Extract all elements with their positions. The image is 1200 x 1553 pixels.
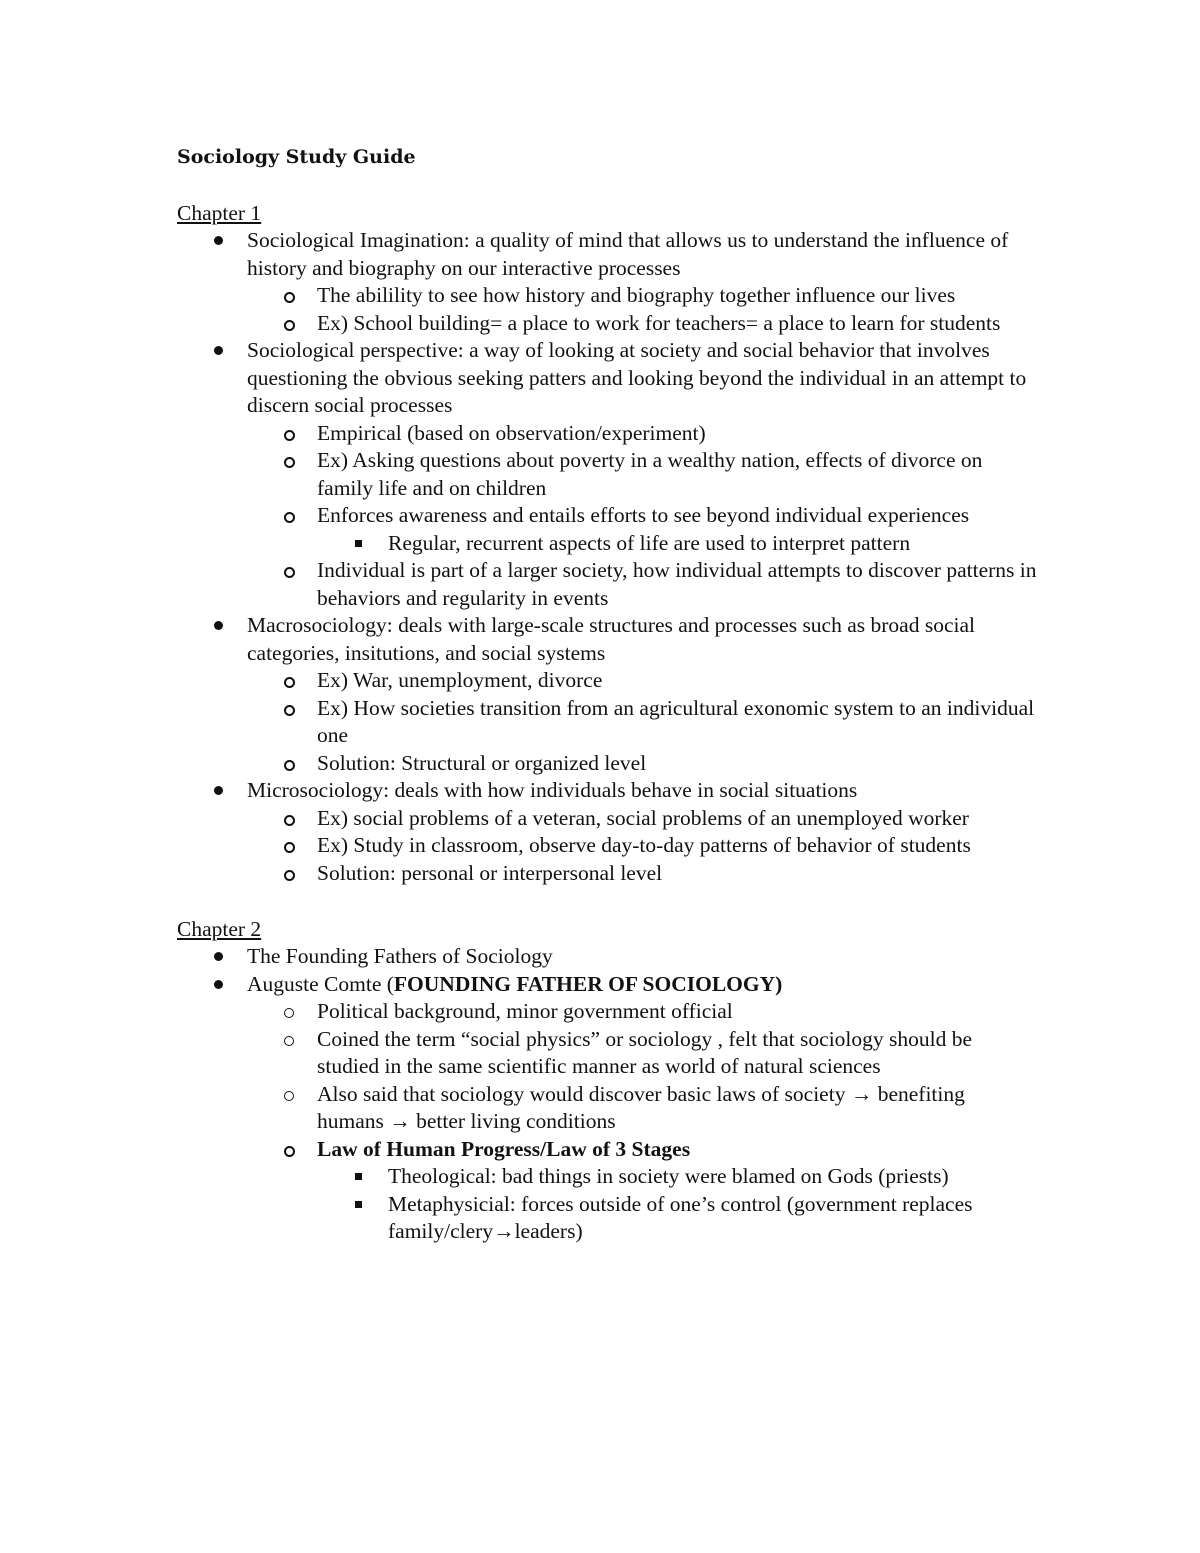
bullet-disc-icon [214, 346, 223, 355]
list-item: The Founding Fathers of Sociology [247, 943, 1037, 971]
list-item: Ex) Asking questions about poverty in a wealthy nation, effects of divorce on family life and on children [317, 447, 1037, 502]
bullet-circle-icon [284, 320, 295, 331]
list-item: Metaphysicial: forces outside of one’s control (government replaces family/clery→leaders) [388, 1191, 1037, 1246]
arrow-right-icon: → [493, 1219, 515, 1243]
bullet-circle-icon [284, 457, 295, 468]
list-item: Political background, minor government official [317, 998, 1037, 1026]
list-item: Law of Human Progress/Law of 3 Stages [317, 1136, 1037, 1164]
bullet-circle-icon [284, 292, 295, 303]
list-item: Ex) Study in classroom, observe day-to-day patterns of behavior of students [317, 832, 1037, 860]
bullet-square-icon [355, 1173, 362, 1180]
list-item: Theological: bad things in society were blamed on Gods (priests) [388, 1163, 1037, 1191]
list-item: Individual is part of a larger society, how individual attempts to discover patterns in behaviors and regularity in events [317, 557, 1037, 612]
document-page [177, 143, 1037, 1246]
list-item: Solution: personal or interpersonal level [317, 860, 1037, 888]
arrow-right-icon: → [389, 1109, 411, 1133]
bullet-circle-icon [284, 760, 295, 771]
bullet-disc-icon [214, 621, 223, 630]
bullet-circle-icon [284, 1146, 295, 1157]
bullet-disc-icon [214, 952, 223, 961]
list-item: Auguste Comte (FOUNDING FATHER OF SOCIOLOGY) [247, 971, 1037, 999]
chapter-2-heading: Chapter 2 [177, 917, 262, 941]
list-item: Solution: Structural or organized level [317, 750, 1037, 778]
list-item: Ex) social problems of a veteran, social problems of an unemployed worker [317, 805, 1037, 833]
bullet-disc-icon [214, 786, 223, 795]
bullet-circle-icon [284, 705, 295, 716]
bullet-circle-icon [284, 512, 295, 523]
bullet-square-icon [355, 540, 362, 547]
bullet-circle-icon [284, 1008, 294, 1018]
bullet-square-icon [355, 1201, 362, 1208]
list-item: Ex) War, unemployment, divorce [317, 667, 1037, 695]
list-item: Empirical (based on observation/experiment) [317, 420, 1037, 448]
bullet-circle-icon [284, 1091, 294, 1101]
bullet-circle-icon [284, 430, 295, 441]
document-title: Sociology Study Guide [177, 146, 416, 168]
list-item: Coined the term “social physics” or sociology , felt that sociology should be studied in the same scientific manner as world of natural sciences [317, 1026, 1037, 1081]
bullet-circle-icon [284, 1036, 294, 1046]
list-item: The abilility to see how history and biography together influence our lives [317, 282, 1037, 310]
chapter-2-list [177, 943, 1037, 1246]
bullet-disc-icon [214, 236, 223, 245]
list-item: Ex) School building= a place to work for teachers= a place to learn for students [317, 310, 1037, 338]
bullet-circle-icon [284, 677, 295, 688]
list-item: Regular, recurrent aspects of life are used to interpret pattern [388, 530, 1037, 558]
bullet-circle-icon [284, 815, 295, 826]
list-item: Also said that sociology would discover basic laws of society → benefiting humans → better living conditions [317, 1081, 1037, 1136]
chapter-1-heading: Chapter 1 [177, 201, 262, 225]
list-item: Sociological perspective: a way of looking at society and social behavior that involves questioning the obvious seeking patters and looking beyond the individual in an attempt to discern social processes [247, 337, 1037, 420]
list-item: Enforces awareness and entails efforts to see beyond individual experiences [317, 502, 1037, 530]
chapter-1-list [177, 227, 1037, 887]
bullet-disc-icon [214, 980, 223, 989]
list-item: Microsociology: deals with how individuals behave in social situations [247, 777, 1037, 805]
bullet-circle-icon [284, 842, 295, 853]
list-item: Ex) How societies transition from an agricultural exonomic system to an individual one [317, 695, 1037, 750]
bullet-circle-icon [284, 870, 295, 881]
arrow-right-icon: → [850, 1081, 873, 1106]
bullet-circle-icon [284, 567, 295, 578]
list-item: Macrosociology: deals with large-scale structures and processes such as broad social categories, insitutions, and social systems [247, 612, 1037, 667]
list-item: Sociological Imagination: a quality of mind that allows us to understand the influence of history and biography on our interactive processes [247, 227, 1037, 282]
